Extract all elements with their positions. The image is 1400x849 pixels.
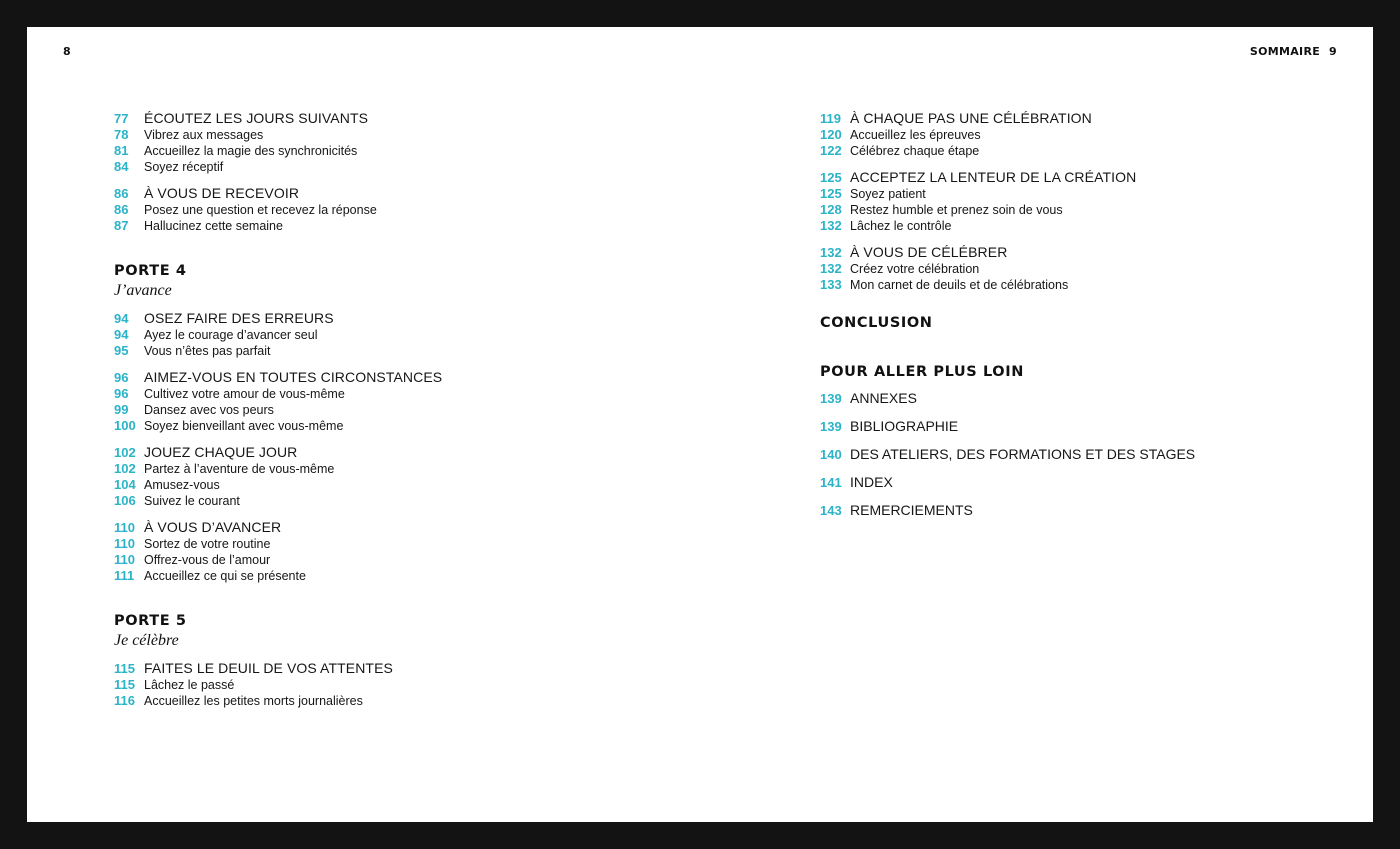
toc-section-porte3-continued <box>114 110 674 234</box>
toc-entry-title: BIBLIOGRAPHIE <box>850 418 959 434</box>
toc-subentry[interactable] <box>820 277 1340 293</box>
toc-page-number: 111 <box>114 568 135 583</box>
toc-column-left <box>114 110 674 719</box>
toc-page-number: 115 <box>114 661 135 676</box>
toc-entry-title: Accueillez les petites morts journalières <box>144 694 363 708</box>
toc-entry-title: DES ATELIERS, DES FORMATIONS ET DES STAGES <box>850 446 1196 462</box>
toc-appendix-entry[interactable] <box>820 446 1340 463</box>
book-spread <box>27 27 1373 822</box>
toc-page-number: 132 <box>820 218 842 233</box>
toc-page-number: 87 <box>114 218 129 233</box>
porte-4-title: PORTE 4 <box>114 263 187 279</box>
page-number-right: 9 <box>1329 45 1337 58</box>
toc-page-number: 99 <box>114 402 129 417</box>
toc-subentry[interactable] <box>114 536 674 552</box>
toc-entry-title: Restez humble et prenez soin de vous <box>850 203 1063 217</box>
toc-subentry[interactable] <box>114 493 674 509</box>
toc-page-number: 96 <box>114 370 129 385</box>
toc-entry-title: REMERCIEMENTS <box>850 502 973 518</box>
toc-page-number: 102 <box>114 461 136 476</box>
toc-subentry[interactable] <box>114 327 674 343</box>
toc-page-number: 115 <box>114 677 135 692</box>
toc-subentry[interactable] <box>820 186 1340 202</box>
toc-subentry[interactable] <box>820 261 1340 277</box>
toc-page-number: 128 <box>820 202 842 217</box>
toc-subentry[interactable] <box>114 552 674 568</box>
toc-page-number: 143 <box>820 503 842 518</box>
toc-entry-title: ACCEPTEZ LA LENTEUR DE LA CRÉATION <box>850 169 1137 185</box>
toc-appendix-entry[interactable] <box>820 502 1340 519</box>
toc-page-number: 106 <box>114 493 136 508</box>
toc-page-number: 95 <box>114 343 129 358</box>
toc-entry-title: Vous n’êtes pas parfait <box>144 344 271 358</box>
toc-entry-title: Soyez patient <box>850 187 926 201</box>
toc-page-number: 116 <box>114 693 135 708</box>
toc-subentry[interactable] <box>114 477 674 493</box>
page-number-left: 8 <box>63 45 71 58</box>
toc-entry-title: Hallucinez cette semaine <box>144 219 283 233</box>
toc-page-number: 132 <box>820 261 842 276</box>
toc-page-number: 120 <box>820 127 842 142</box>
toc-entry-title: Offrez-vous de l’amour <box>144 553 271 567</box>
toc-group <box>114 519 674 584</box>
conclusion-heading: CONCLUSION <box>820 315 933 331</box>
toc-page-number: 139 <box>820 419 842 434</box>
toc-page-number: 125 <box>820 186 842 201</box>
toc-subentry[interactable] <box>114 677 674 693</box>
toc-subentry[interactable] <box>114 386 674 402</box>
toc-chapter-entry[interactable] <box>114 369 674 386</box>
toc-group <box>114 660 674 709</box>
toc-chapter-entry[interactable] <box>114 660 674 677</box>
toc-chapter-entry[interactable] <box>820 110 1340 127</box>
toc-page-number: 94 <box>114 311 129 326</box>
toc-subentry[interactable] <box>820 127 1340 143</box>
toc-group <box>114 444 674 509</box>
toc-entry-title: Amusez-vous <box>144 478 220 492</box>
toc-entry-title: ÉCOUTEZ LES JOURS SUIVANTS <box>144 110 369 126</box>
toc-subentry[interactable] <box>114 143 674 159</box>
toc-page-number: 102 <box>114 445 136 460</box>
toc-subentry[interactable] <box>114 127 674 143</box>
toc-entry-title: OSEZ FAIRE DES ERREURS <box>144 310 334 326</box>
toc-entry-title: Célébrez chaque étape <box>850 144 980 158</box>
toc-page-number: 110 <box>114 520 135 535</box>
toc-chapter-entry[interactable] <box>820 244 1340 261</box>
toc-entry-title: ANNEXES <box>850 390 917 406</box>
porte-5-subtitle: Je célèbre <box>114 632 179 649</box>
toc-chapter-entry[interactable] <box>114 110 674 127</box>
toc-subentry[interactable] <box>820 218 1340 234</box>
toc-page-number: 78 <box>114 127 129 142</box>
toc-group <box>820 110 1340 159</box>
toc-page-number: 94 <box>114 327 129 342</box>
toc-page-number: 141 <box>820 475 842 490</box>
toc-entry-title: Lâchez le passé <box>144 678 235 692</box>
toc-entry-title: AIMEZ-VOUS EN TOUTES CIRCONSTANCES <box>144 369 443 385</box>
toc-chapter-entry[interactable] <box>820 169 1340 186</box>
toc-entry-title: À VOUS D’AVANCER <box>144 519 282 535</box>
toc-entry-title: Vibrez aux messages <box>144 128 264 142</box>
toc-entry-title: Mon carnet de deuils et de célébrations <box>850 278 1069 292</box>
toc-subentry[interactable] <box>114 159 674 175</box>
toc-page-number: 132 <box>820 245 842 260</box>
toc-group <box>820 169 1340 234</box>
toc-page-number: 110 <box>114 552 135 567</box>
toc-page-number: 86 <box>114 202 129 217</box>
toc-entry-title: Posez une question et recevez la réponse <box>144 203 377 217</box>
toc-group <box>114 185 674 234</box>
toc-subentry[interactable] <box>820 143 1340 159</box>
toc-page-number: 84 <box>114 159 129 174</box>
toc-subentry[interactable] <box>114 418 674 434</box>
toc-subentry[interactable] <box>114 202 674 218</box>
toc-page-number: 133 <box>820 277 842 292</box>
toc-page-number: 77 <box>114 111 129 126</box>
toc-group <box>114 369 674 434</box>
toc-subentry[interactable] <box>114 402 674 418</box>
running-header <box>1250 45 1337 58</box>
porte-5-header <box>114 612 674 652</box>
toc-entry-title: Accueillez la magie des synchronicités <box>144 144 358 158</box>
toc-appendix-entry[interactable] <box>820 474 1340 491</box>
toc-page-number: 119 <box>820 111 841 126</box>
toc-subentry[interactable] <box>114 343 674 359</box>
toc-page-number: 96 <box>114 386 129 401</box>
toc-chapter-entry[interactable] <box>114 310 674 327</box>
toc-entry-title: INDEX <box>850 474 893 490</box>
pour-aller-plus-loin-heading: POUR ALLER PLUS LOIN <box>820 364 1024 380</box>
toc-group <box>114 310 674 359</box>
toc-entry-title: Lâchez le contrôle <box>850 219 952 233</box>
toc-group <box>114 110 674 175</box>
toc-section-porte4 <box>114 310 674 584</box>
toc-entry-title: JOUEZ CHAQUE JOUR <box>144 444 298 460</box>
toc-entry-title: Partez à l’aventure de vous-même <box>144 462 335 476</box>
toc-page-number: 86 <box>114 186 129 201</box>
toc-appendix-entry[interactable] <box>820 390 1340 407</box>
porte-5-title: PORTE 5 <box>114 613 187 629</box>
toc-chapter-entry[interactable] <box>114 519 674 536</box>
running-head-title: SOMMAIRE <box>1249 45 1321 58</box>
toc-subentry[interactable] <box>820 202 1340 218</box>
toc-appendix-entry[interactable] <box>820 418 1340 435</box>
porte-4-subtitle: J’avance <box>114 282 172 299</box>
toc-entry-title: À VOUS DE RECEVOIR <box>144 185 300 201</box>
toc-entry-title: Accueillez ce qui se présente <box>144 569 306 583</box>
toc-section-porte5 <box>114 660 674 709</box>
toc-page-number: 140 <box>820 447 842 462</box>
toc-entry-title: Créez votre célébration <box>850 262 980 276</box>
toc-entry-title: Soyez bienveillant avec vous-même <box>144 419 344 433</box>
toc-page-number: 100 <box>114 418 136 433</box>
toc-entry-title: Dansez avec vos peurs <box>144 403 274 417</box>
pour-aller-plus-loin-list <box>820 390 1340 519</box>
toc-entry-title: Suivez le courant <box>144 494 240 508</box>
toc-group <box>820 244 1340 293</box>
toc-entry-title: Sortez de votre routine <box>144 537 271 551</box>
toc-chapter-entry[interactable] <box>114 185 674 202</box>
toc-entry-title: Soyez réceptif <box>144 160 224 174</box>
toc-page-number: 125 <box>820 170 842 185</box>
toc-chapter-entry[interactable] <box>114 444 674 461</box>
toc-subentry[interactable] <box>114 568 674 584</box>
toc-page-number: 122 <box>820 143 842 158</box>
toc-entry-title: FAITES LE DEUIL DE VOS ATTENTES <box>144 660 393 676</box>
toc-subentry[interactable] <box>114 218 674 234</box>
toc-page-number: 139 <box>820 391 842 406</box>
toc-entry-title: À VOUS DE CÉLÉBRER <box>850 244 1008 260</box>
toc-column-right <box>820 110 1340 530</box>
toc-entry-title: Accueillez les épreuves <box>850 128 981 142</box>
toc-entry-title: À CHAQUE PAS UNE CÉLÉBRATION <box>850 110 1092 126</box>
toc-page-number: 104 <box>114 477 136 492</box>
toc-subentry[interactable] <box>114 693 674 709</box>
toc-subentry[interactable] <box>114 461 674 477</box>
toc-entry-title: Ayez le courage d’avancer seul <box>144 328 318 342</box>
toc-page-number: 81 <box>114 143 129 158</box>
toc-entry-title: Cultivez votre amour de vous-même <box>144 387 345 401</box>
toc-page-number: 110 <box>114 536 135 551</box>
porte-4-header <box>114 262 674 302</box>
toc-section-porte5-continued <box>820 110 1340 293</box>
